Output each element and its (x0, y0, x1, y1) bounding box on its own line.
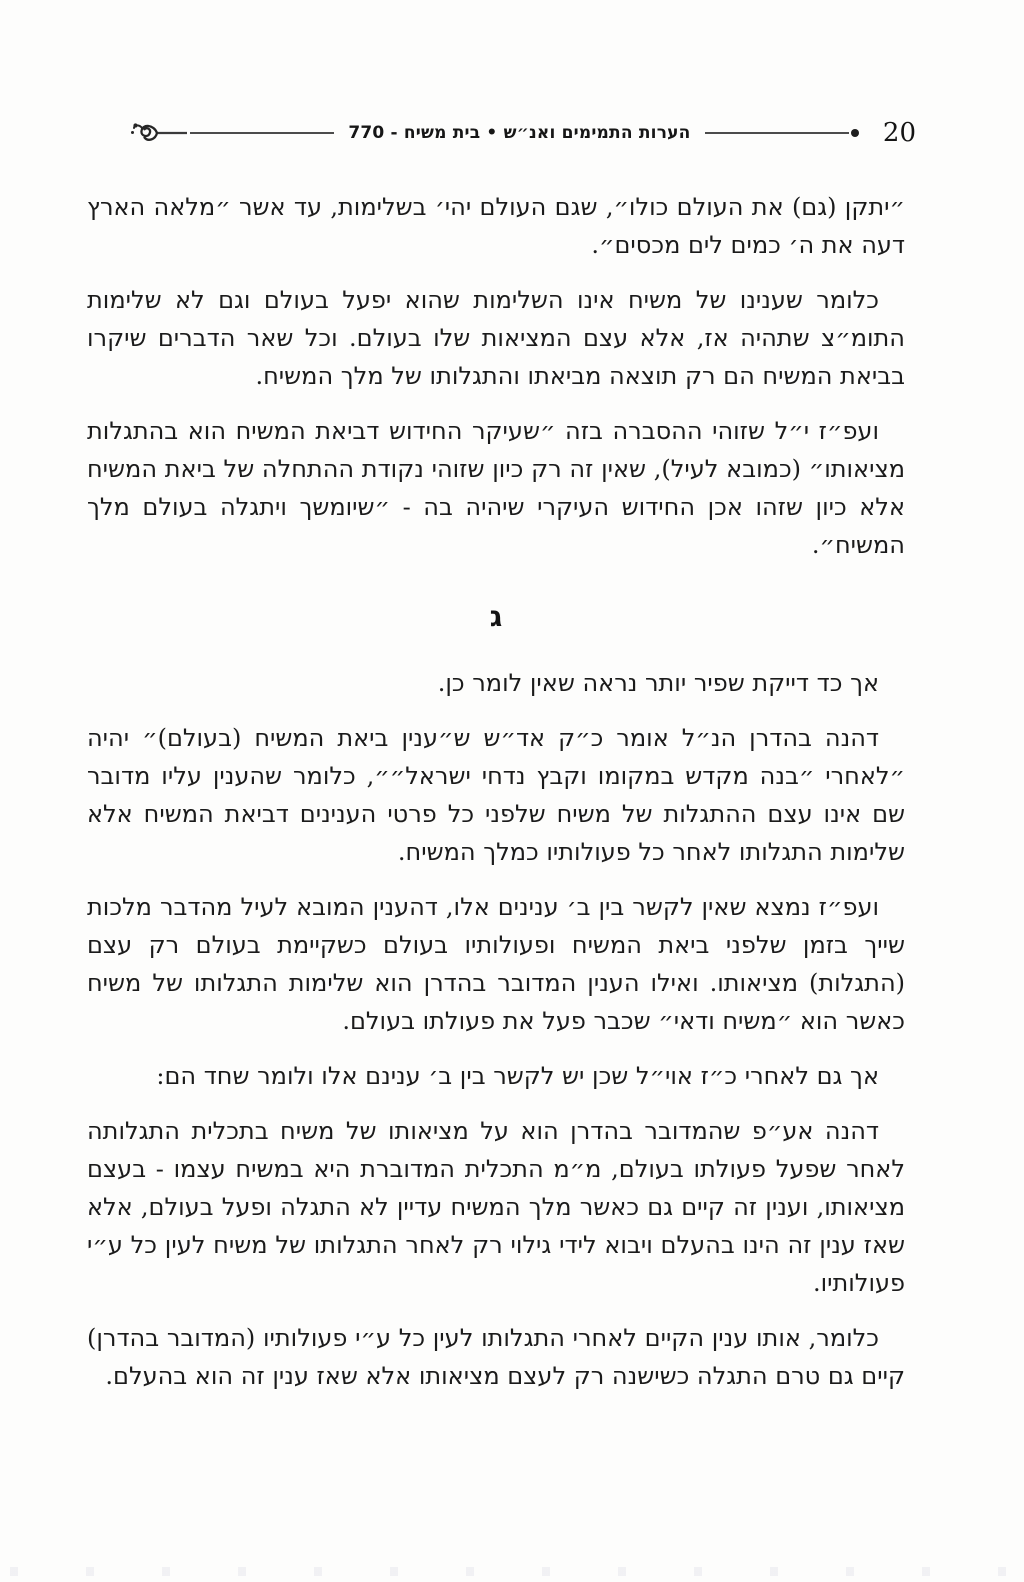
paragraph: ועפ״ז י״ל שזוהי ההסברה בזה ״שעיקר החידוש דביאת המשיח הוא בהתגלות מציאותו״ (כמובא לעיל), שאין זה רק כיון שזוהי נקודת ההתחלה של ביאת המשיח אלא כיון שזהו אכן החידוש העיקרי שיהיה בה - ״שיומשך ויתגלה בעולם מלך המשיח״. (87, 417, 905, 559)
paragraph: דהנה אע״פ שהמדובר בהדרן הוא על מציאותו של משיח בתכלית התגלותה לאחר שפעל פעולתו בעולם, מ״מ התכלית המדוברת היא במשיח עצמו - בעצם מציאותו, וענין זה קיים גם כאשר מלך המשיח עדיין לא התגלה ופעל בעולם, אלא שאז ענין זה הינו בהעלם ויבוא לידי גילוי רק לאחר התגלותו של משיח לעין כל ע״י פעולותיו. (87, 1117, 905, 1297)
paragraph: כלומר, אותו ענין הקיים לאחרי התגלותו לעין כל ע״י פעולותיו (המדובר בהדרן) קיים גם טרם התגלה כשישנה רק לעצם מציאותו אלא שאז ענין זה הוא בהעלם. (87, 1324, 905, 1390)
section-letter-heading: ג (489, 600, 503, 633)
main-text-block (87, 188, 905, 1412)
header-rule-right (705, 132, 849, 134)
paragraph: אך גם לאחרי כ״ז אוי״ל שכן יש לקשר בין ב׳ ענינם אלו ולומר שחד הם: (156, 1062, 879, 1090)
page-number: 20 (882, 118, 916, 148)
page-header (130, 116, 916, 150)
header-rule-left (190, 132, 334, 134)
paragraph: ועפ״ז נמצא שאין לקשר בין ב׳ ענינים אלו, דהענין המובא לעיל מהדבר מלכות שייך בזמן שלפני ביאת המשיח ופעולותיו בעולם כשקיימת בעולם רק עצם (התגלות) מציאותו. ואילו הענין המדובר בהדרן הוא שלימות התגלותו של משיח כאשר הוא ״משיח ודאי״ שכבר פעל את פעולתו בעולם. (87, 893, 906, 1035)
flourish-ornament-icon (130, 119, 188, 147)
scan-artifact-row (10, 1567, 1014, 1576)
paragraph: דהנה בהדרן הנ״ל אומר כ״ק אד״ש ש״ענין ביאת המשיח (בעולם)״ יהיה ״לאחרי ״בנה מקדש במקומו וקבץ נדחי ישראל״״, כלומר שהענין עליו מדובר שם אינו עצם ההתגלות של משיח שלפני כל פרטי הענינים דביאת המשיח אלא שלימות התגלותו לאחר כל פעולותיו כמלך המשיח. (87, 724, 905, 866)
paragraph: ״יתקן (גם) את העולם כולו״, שגם העולם יהי׳ בשלימות, עד אשר ״מלאה הארץ דעה את ה׳ כמים לים מכסים״. (87, 193, 905, 259)
header-title: הערות התמימים ואנ״ש • בית משיח - 770 (348, 123, 691, 143)
paragraph: אך כד דייקת שפיר יותר נראה שאין לומר כן. (437, 669, 879, 697)
header-bullet-icon (851, 129, 859, 137)
paragraph: כלומר שענינו של משיח אינו השלימות שהוא יפעל בעולם וגם לא שלימות התומ״צ שתהיה אז, אלא עצם המציאות שלו בעולם. וכל שאר הדברים שיקרו בביאת המשיח הם רק תוצאה מביאתו והתגלותו של מלך המשיח. (87, 286, 905, 390)
